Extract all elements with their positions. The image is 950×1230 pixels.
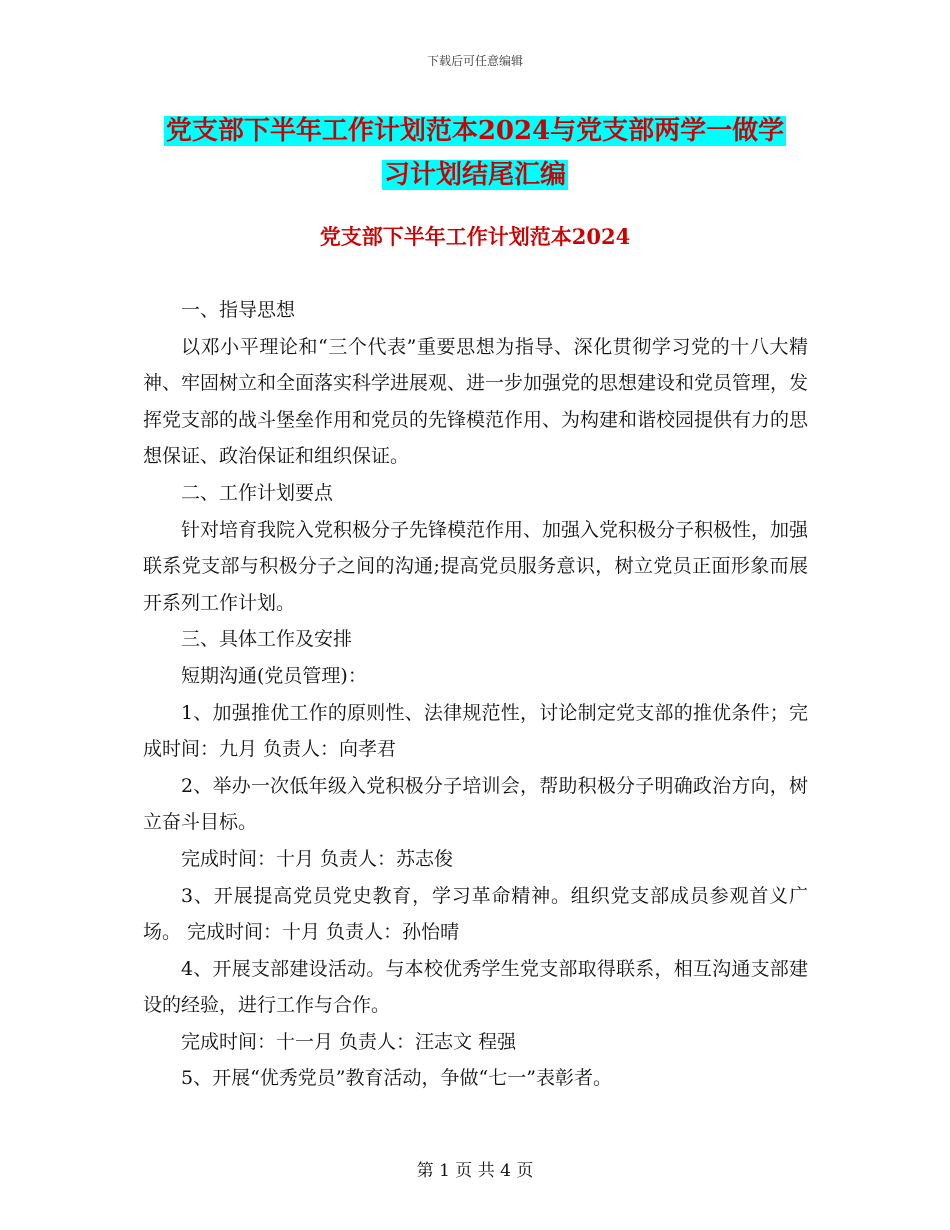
paragraph: 5、开展“优秀党员”教育活动，争做“七一”表彰者。 [181,1067,612,1090]
paragraph: 短期沟通(党员管理)： [181,664,367,687]
paragraph: 完成时间：十月 负责人：苏志俊 [181,847,454,870]
paragraph: 4、开展支部建设活动。与本校优秀学生党支部取得联系，相互沟通支部建设的经验，进行工作与合作。 [143,957,808,1017]
document-title-text-1: 党支部下半年工作计划范本2024与党支部两学一做学 [165,116,785,146]
document-title-line-2 [0,150,950,200]
document-body [143,292,808,1097]
paragraph: 完成时间：十一月 负责人：汪志文 程强 [181,1030,517,1053]
page-header: 下载后可任意编辑 [426,54,523,68]
paragraph: 2、举办一次低年级入党积极分子培训会，帮助积极分子明确政治方向，树立奋斗目标。 [143,774,808,834]
document-title-text-2: 习计划结尾汇编 [383,160,566,190]
page-footer: 第 1 页 共 4 页 [416,1161,534,1181]
paragraph: 三、具体工作及安排 [181,628,353,651]
paragraph: 针对培育我院入党积极分子先锋模范作用、加强入党积极分子积极性，加强联系党支部与积极分子之间的沟通;提高党员服务意识，树立党员正面形象而展开系列工作计划。 [143,518,809,614]
paragraph: 一、指导思想 [181,299,296,321]
section-title: 党支部下半年工作计划范本2024 [319,224,631,249]
paragraph: 二、工作计划要点 [181,481,334,504]
paragraph: 1、加强推优工作的原则性、法律规范性，讨论制定党支部的推优条件；完成时间：九月 负责人：向孝君 [143,701,808,761]
paragraph: 以邓小平理论和“三个代表”重要思想为指导、深化贯彻学习党的十八大精神、牢固树立和全面落实科学进展观、进一步加强党的思想建设和党员管理，发挥党支部的战斗堡垒作用和党员的先锋模范作用、为构建和谐校园提供有力的思想保证、政治保证和组织保证。 [143,335,809,468]
paragraph: 3、开展提高党员党史教育，学习革命精神。组织党支部成员参观首义广场。 完成时间：十月 负责人：孙怡晴 [143,884,808,944]
document-title-line-1 [0,106,950,156]
